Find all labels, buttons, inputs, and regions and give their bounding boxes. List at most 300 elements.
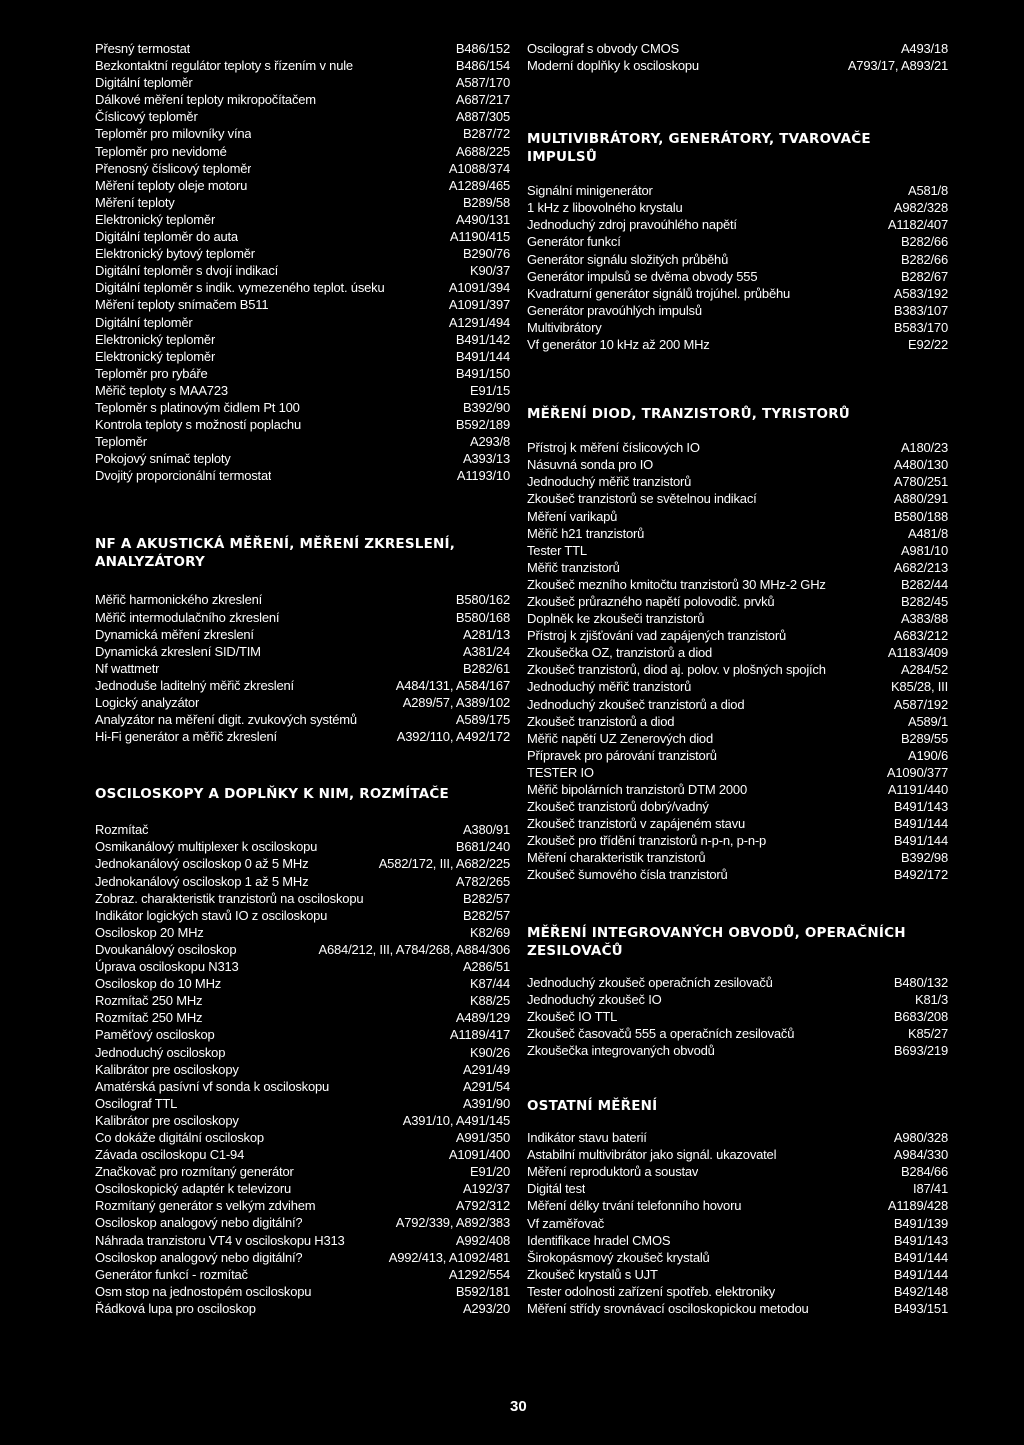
item-title: Nf wattmetr <box>95 660 160 676</box>
list-item <box>527 991 948 1008</box>
item-title: Zkoušeč tranzistorů dobrý/vadný <box>527 799 709 815</box>
list-item <box>95 399 510 416</box>
list-item <box>527 627 948 644</box>
list-item <box>527 1163 948 1180</box>
item-reference: B282/67 <box>900 268 948 284</box>
item-title: Zkoušeč tranzistorů, diod aj. polov. v plošných spojích <box>527 662 826 678</box>
item-title: Měřič napětí UZ Zenerových diod <box>527 730 713 746</box>
item-reference: B289/58 <box>462 194 510 210</box>
list-item <box>527 974 948 991</box>
item-reference: B282/45 <box>900 593 948 609</box>
list-item <box>95 1061 510 1078</box>
item-title: Generátor signálu složitých průběhů <box>527 251 729 267</box>
item-reference: A490/131 <box>455 211 510 227</box>
item-title: Zkoušečka integrovaných obvodů <box>527 1042 715 1058</box>
item-reference: B583/170 <box>893 319 948 335</box>
item-title: Měření reproduktorů a soustav <box>527 1164 699 1180</box>
item-reference: B282/57 <box>462 890 510 906</box>
item-title: Kvadraturní generátor signálů trojúhel. průběhu <box>527 285 791 301</box>
list-item <box>95 348 510 365</box>
list-item <box>527 1008 948 1025</box>
item-title: Měřič intermodulačního zkreslení <box>95 609 280 625</box>
list-oscillograph <box>527 40 948 74</box>
item-reference: A190/6 <box>907 747 948 763</box>
item-title: Multivibrátory <box>527 319 602 335</box>
item-reference: A392/110, A492/172 <box>396 729 510 745</box>
item-reference: A688/225 <box>455 143 510 159</box>
item-title: Logický analyzátor <box>95 695 200 710</box>
item-reference: K81/3 <box>915 991 948 1007</box>
item-reference: A1193/10 <box>456 468 510 484</box>
item-reference: B492/172 <box>893 867 948 883</box>
item-title: Zkoušeč časovačů 555 a operačních zesilovačů <box>527 1025 795 1041</box>
item-title: Tester odolnosti zařízení spotřeb. elektroniky <box>527 1283 776 1299</box>
item-reference: A880/291 <box>893 491 948 507</box>
item-title: Analyzátor na měření digit. zvukových systémů <box>95 712 357 728</box>
item-reference: A1091/394 <box>448 280 510 296</box>
item-reference: A792/312 <box>455 1198 510 1214</box>
item-reference: B282/61 <box>462 660 510 676</box>
item-title: Dálkové měření teploty mikropočítačem <box>95 92 316 108</box>
list-item <box>527 1146 948 1163</box>
list-item <box>527 1129 948 1146</box>
item-reference: B491/144 <box>893 816 948 832</box>
item-title: Vf zaměřovač <box>527 1215 605 1231</box>
item-reference: A581/8 <box>907 183 948 199</box>
item-reference: A481/8 <box>907 525 948 541</box>
list-item <box>527 798 948 815</box>
list-item <box>95 279 510 296</box>
item-title: Závada osciloskopu C1-94 <box>95 1147 245 1163</box>
item-title: Kontrola teploty s možností poplachu <box>95 417 301 433</box>
item-reference: A1289/465 <box>448 177 510 193</box>
item-title: Hi-Fi generátor a měřič zkreslení <box>95 729 277 745</box>
list-item <box>527 1232 948 1249</box>
item-reference: B580/162 <box>455 592 510 608</box>
list-item <box>527 644 948 661</box>
section-title-diodes: MĚŘENÍ DIOD, TRANZISTORŮ, TYRISTORŮ <box>527 406 850 423</box>
item-reference: K85/28, III <box>890 679 948 695</box>
list-item <box>95 1078 510 1095</box>
list-item <box>95 296 510 313</box>
list-item <box>527 1266 948 1283</box>
item-reference: A180/23 <box>900 440 948 456</box>
list-item <box>527 1042 948 1059</box>
list-item <box>95 228 510 245</box>
item-title: Jednoduchý zkoušeč tranzistorů a diod <box>527 696 745 712</box>
list-item <box>527 233 948 250</box>
item-reference: B480/132 <box>893 974 948 990</box>
item-reference: A1291/494 <box>448 314 510 330</box>
list-item <box>95 211 510 228</box>
item-title: Generátor impulsů se dvěma obvody 555 <box>527 268 758 284</box>
item-reference: B491/144 <box>893 833 948 849</box>
item-title: Digitál test <box>527 1181 586 1197</box>
item-reference: A489/129 <box>455 1010 510 1026</box>
item-reference: B282/44 <box>900 576 948 592</box>
item-title: Indikátor logických stavů IO z osciloskopu <box>95 907 328 923</box>
list-item <box>95 194 510 211</box>
item-reference: A991/350 <box>455 1129 510 1145</box>
item-reference: A293/20 <box>462 1300 510 1316</box>
list-item <box>95 873 510 890</box>
item-reference: B491/150 <box>455 365 510 381</box>
item-reference: A391/10, A491/145 <box>402 1112 510 1128</box>
item-title: Zkoušeč krystalů s UJT <box>527 1266 658 1282</box>
list-item <box>95 433 510 450</box>
item-title: Identifikace hradel CMOS <box>527 1232 671 1248</box>
item-reference: E92/22 <box>907 337 948 353</box>
item-reference: A1182/407 <box>887 217 948 233</box>
item-title: Dvoukanálový osciloskop <box>95 941 237 957</box>
list-item <box>527 285 948 302</box>
item-title: Přesný termostat <box>95 41 191 56</box>
item-reference: B486/152 <box>455 41 510 56</box>
list-item <box>95 125 510 142</box>
item-title: Generátor funkcí - rozmítač <box>95 1266 248 1282</box>
item-reference: B592/189 <box>455 417 510 433</box>
item-reference: B681/240 <box>455 839 510 855</box>
section-title-ic-line2: ZESILOVAČŮ <box>527 942 623 959</box>
item-title: Oscilograf TTL <box>95 1095 178 1111</box>
section-title-multivibrators-line2: IMPULSŮ <box>527 149 598 166</box>
item-title: Osciloskop analogový nebo digitální? <box>95 1215 303 1231</box>
list-item <box>95 643 510 660</box>
item-reference: B580/188 <box>893 508 948 524</box>
item-title: Rozmítač <box>95 822 149 838</box>
item-reference: A992/408 <box>455 1232 510 1248</box>
section-title-multivibrators: MULTIVIBRÁTORY, GENERÁTORY, TVAROVAČE <box>527 131 871 148</box>
list-item <box>95 1163 510 1180</box>
list-item <box>527 1025 948 1042</box>
list-item <box>95 1009 510 1026</box>
list-item <box>527 661 948 678</box>
item-title: Jednoduchý měřič tranzistorů <box>527 679 692 695</box>
item-reference: A192/37 <box>462 1181 510 1197</box>
list-item <box>95 1300 510 1317</box>
list-item <box>527 593 948 610</box>
item-title: Indikátor stavu baterií <box>527 1130 647 1146</box>
section-title-oscilloscopes: OSCILOSKOPY A DOPLŇKY K NIM, ROZMÍTAČE <box>95 786 449 803</box>
item-reference: B693/219 <box>893 1042 948 1058</box>
list-item <box>527 576 948 593</box>
item-title: Měření varikapů <box>527 508 618 524</box>
item-reference: A1189/417 <box>449 1027 510 1043</box>
item-reference: A484/131, A584/167 <box>395 677 510 693</box>
item-title: Násuvná sonda pro IO <box>527 457 654 473</box>
list-item <box>527 678 948 695</box>
item-title: Zkoušeč tranzistorů v zapájeném stavu <box>527 816 746 832</box>
item-title: Kalibrátor pre osciloskopy <box>95 1112 239 1128</box>
item-title: Jednoduchý osciloskop <box>95 1044 226 1060</box>
list-item <box>95 262 510 279</box>
item-title: Elektronický teploměr <box>95 211 216 227</box>
item-reference: A587/192 <box>893 696 948 712</box>
item-reference: A792/339, A892/383 <box>395 1215 510 1231</box>
list-item <box>95 1129 510 1146</box>
item-reference: B592/181 <box>455 1283 510 1299</box>
item-title: Vf generátor 10 kHz až 200 MHz <box>527 337 710 353</box>
item-reference: B491/144 <box>893 1249 948 1265</box>
list-item <box>527 747 948 764</box>
item-title: Osciloskopický adaptér k televizoru <box>95 1181 292 1197</box>
item-reference: A1190/415 <box>449 229 510 245</box>
list-item <box>527 1283 948 1300</box>
item-reference: A286/51 <box>462 959 510 975</box>
list-item <box>527 559 948 576</box>
list-item <box>95 907 510 924</box>
list-diode-transistor <box>527 439 948 883</box>
item-reference: A383/88 <box>900 611 948 627</box>
item-title: Zkoušeč tranzistorů a diod <box>527 713 675 729</box>
item-title: Digitální teploměr s dvojí indikací <box>95 263 279 279</box>
list-item <box>95 467 510 484</box>
list-item <box>95 91 510 108</box>
item-reference: K90/37 <box>469 263 510 279</box>
list-item <box>527 182 948 199</box>
list-item <box>527 456 948 473</box>
item-reference: A1091/400 <box>448 1147 510 1163</box>
item-reference: A992/413, A1092/481 <box>388 1249 510 1265</box>
item-reference: A589/1 <box>907 713 948 729</box>
item-reference: A1189/428 <box>887 1198 948 1214</box>
list-item <box>95 890 510 907</box>
item-reference: K88/25 <box>469 993 510 1009</box>
item-reference: B282/66 <box>900 234 948 250</box>
item-title: Teploměr pro milovníky vína <box>95 126 252 142</box>
item-title: Doplněk ke zkoušeči tranzistorů <box>527 611 705 627</box>
list-item <box>527 1180 948 1197</box>
list-item <box>95 416 510 433</box>
item-title: Přístroj k měření číslicových IO <box>527 440 700 456</box>
item-title: Měřič tranzistorů <box>527 559 620 575</box>
list-item <box>95 1112 510 1129</box>
list-item <box>95 160 510 177</box>
item-reference: B289/55 <box>900 730 948 746</box>
list-item <box>527 199 948 216</box>
item-reference: A291/49 <box>462 1061 510 1077</box>
item-title: Tester TTL <box>527 542 587 558</box>
item-reference: B580/168 <box>455 609 510 625</box>
item-reference: E91/20 <box>469 1164 510 1180</box>
item-reference: B383/107 <box>893 302 948 318</box>
item-reference: A284/52 <box>900 662 948 678</box>
item-reference: A393/13 <box>462 451 510 467</box>
list-item <box>95 626 510 643</box>
list-item <box>95 314 510 331</box>
item-title: Kalibrátor pre osciloskopy <box>95 1061 239 1077</box>
item-reference: B282/66 <box>900 251 948 267</box>
list-item <box>95 1249 510 1266</box>
list-item <box>95 245 510 262</box>
item-reference: A1292/554 <box>448 1266 510 1282</box>
list-item <box>527 251 948 268</box>
item-title: Rozmítaný generátor s velkým zdvihem <box>95 1198 316 1214</box>
list-item <box>95 331 510 348</box>
list-ic <box>527 974 948 1059</box>
item-title: Teploměr pro rybáře <box>95 365 208 381</box>
item-reference: A480/130 <box>893 457 948 473</box>
list-generators <box>527 182 948 353</box>
item-title: Elektronický bytový teploměr <box>95 246 255 262</box>
item-title: Pokojový snímač teploty <box>95 451 231 467</box>
list-item <box>95 728 510 745</box>
item-reference: K85/27 <box>907 1025 948 1041</box>
list-item <box>527 696 948 713</box>
item-title: Přístroj k zjišťování vad zapájených tranzistorů <box>527 628 787 644</box>
list-item <box>95 992 510 1009</box>
list-item <box>527 40 948 57</box>
item-title: Měřič bipolárních tranzistorů DTM 2000 <box>527 782 747 797</box>
item-reference: B287/72 <box>462 126 510 142</box>
list-item <box>95 177 510 194</box>
item-reference: B493/151 <box>893 1300 948 1316</box>
item-reference: B284/66 <box>900 1164 948 1180</box>
item-title: Digitální teploměr s indik. vymezeného teplot. úseku <box>95 280 385 296</box>
list-item <box>527 730 948 747</box>
item-reference: A291/54 <box>462 1078 510 1094</box>
item-reference: A380/91 <box>462 822 510 838</box>
list-item <box>527 319 948 336</box>
list-item <box>95 40 510 57</box>
list-item <box>527 336 948 353</box>
list-item <box>527 525 948 542</box>
item-title: Jednoduchý měřič tranzistorů <box>527 474 692 490</box>
item-title: Bezkontaktní regulátor teploty s řízením v nule <box>95 58 353 74</box>
list-nf-measurements <box>95 591 510 745</box>
item-title: Měření teploty oleje motoru <box>95 177 248 193</box>
item-title: Přípravek pro párování tranzistorů <box>527 747 717 763</box>
item-reference: A1091/397 <box>448 297 510 313</box>
item-reference: B491/144 <box>893 1266 948 1282</box>
item-title: Paměťový osciloskop <box>95 1027 215 1043</box>
list-item <box>95 975 510 992</box>
list-item <box>527 764 948 781</box>
list-other <box>527 1129 948 1317</box>
item-title: TESTER IO <box>527 764 594 780</box>
list-item <box>527 866 948 883</box>
list-item <box>527 610 948 627</box>
list-item <box>527 1300 948 1317</box>
item-reference: A780/251 <box>893 474 948 490</box>
item-title: Dvojitý proporcionální termostat <box>95 468 272 484</box>
list-item <box>95 1180 510 1197</box>
list-item <box>527 1215 948 1232</box>
list-item <box>527 542 948 559</box>
item-reference: A981/10 <box>900 542 948 558</box>
item-reference: B486/154 <box>455 58 510 74</box>
item-title: Amatérská pasívní vf sonda k osciloskopu <box>95 1078 330 1094</box>
item-title: Přenosný číslicový teploměr <box>95 160 252 176</box>
item-title: Jednoduchý zkoušeč operačních zesilovačů <box>527 974 773 990</box>
list-item <box>95 591 510 608</box>
item-title: Náhrada tranzistoru VT4 v osciloskopu H313 <box>95 1232 345 1248</box>
list-item <box>527 268 948 285</box>
item-title: Zkoušeč IO TTL <box>527 1008 618 1024</box>
item-title: Zkoušeč šumového čísla tranzistorů <box>527 867 728 883</box>
list-item <box>95 958 510 975</box>
item-title: Co dokáže digitální osciloskop <box>95 1129 264 1145</box>
list-item <box>95 74 510 91</box>
list-item <box>95 941 510 958</box>
item-title: Zkoušeč tranzistorů se světelnou indikací <box>527 491 757 507</box>
item-reference: A582/172, III, A682/225 <box>378 856 510 872</box>
item-title: Zkoušečka OZ, tranzistorů a diod <box>527 645 713 661</box>
list-item <box>527 815 948 832</box>
item-title: Dynamická měření zkreslení <box>95 626 254 642</box>
item-title: Zkoušeč mezního kmitočtu tranzistorů 30 MHz-2 GHz <box>527 576 826 592</box>
right-column <box>527 40 948 1317</box>
list-item <box>527 713 948 730</box>
item-title: Měření teploty snímačem B511 <box>95 297 269 313</box>
item-reference: A782/265 <box>455 873 510 889</box>
item-reference: A687/217 <box>455 92 510 108</box>
item-title: Jednoduchý zkoušeč IO <box>527 991 662 1007</box>
item-title: Digitální teploměr <box>95 75 193 91</box>
item-reference: A381/24 <box>462 643 510 659</box>
item-title: Oscilograf s obvody CMOS <box>527 41 679 56</box>
item-reference: B491/143 <box>893 799 948 815</box>
item-title: Osmikanálový multiplexer k osciloskopu <box>95 839 318 855</box>
item-title: Širokopásmový zkoušeč krystalů <box>527 1249 710 1265</box>
item-reference: B392/90 <box>462 399 510 415</box>
list-temperature <box>95 40 510 484</box>
item-title: Řádková lupa pro osciloskop <box>95 1300 256 1316</box>
item-reference: K82/69 <box>469 924 510 940</box>
item-reference: A1088/374 <box>448 160 510 176</box>
list-item <box>95 1146 510 1163</box>
list-item <box>527 473 948 490</box>
item-title: Jednokanálový osciloskop 1 až 5 MHz <box>95 873 309 889</box>
item-title: Elektronický teploměr <box>95 331 216 347</box>
item-title: Signální minigenerátor <box>527 183 653 199</box>
item-title: Zkoušeč průrazného napětí polovodič. prvků <box>527 593 775 609</box>
item-title: Úprava osciloskopu N313 <box>95 959 239 975</box>
list-item <box>95 694 510 711</box>
list-item <box>95 711 510 728</box>
list-item <box>95 1214 510 1231</box>
item-reference: B290/76 <box>462 246 510 262</box>
section-title-nf-line2: ANALYZÁTORY <box>95 554 205 571</box>
item-reference: B491/143 <box>893 1232 948 1248</box>
item-title: Měřič teploty s MAA723 <box>95 382 228 398</box>
item-title: Teploměr <box>95 434 147 450</box>
item-reference: B492/148 <box>893 1283 948 1299</box>
item-title: Měřič harmonického zkreslení <box>95 592 263 608</box>
item-title: Rozmítač 250 MHz <box>95 1010 203 1026</box>
item-title: Generátor pravoúhlých impulsů <box>527 302 702 318</box>
item-title: Dynamická zkreslení SID/TIM <box>95 643 261 659</box>
item-title: Zobraz. charakteristik tranzistorů na osciloskopu <box>95 890 364 906</box>
list-item <box>527 849 948 866</box>
item-reference: A984/330 <box>893 1147 948 1163</box>
list-item <box>95 382 510 399</box>
item-title: Osciloskop 20 MHz <box>95 924 204 940</box>
item-title: Digitální teploměr do auta <box>95 229 238 245</box>
item-reference: E91/15 <box>469 382 510 398</box>
list-item <box>95 1095 510 1112</box>
list-item <box>95 1044 510 1061</box>
item-reference: A682/213 <box>893 559 948 575</box>
list-item <box>527 781 948 798</box>
section-title-ic: MĚŘENÍ INTEGROVANÝCH OBVODŮ, OPERAČNÍCH <box>527 924 906 941</box>
list-item <box>95 1232 510 1249</box>
list-item <box>95 108 510 125</box>
list-item <box>95 677 510 694</box>
item-title: Astabilní multivibrátor jako signál. ukazovatel <box>527 1147 777 1163</box>
item-title: Jednoduchý zdroj pravoúhlého napětí <box>527 217 737 233</box>
item-reference: A684/212, III, A784/268, A884/306 <box>318 941 510 957</box>
